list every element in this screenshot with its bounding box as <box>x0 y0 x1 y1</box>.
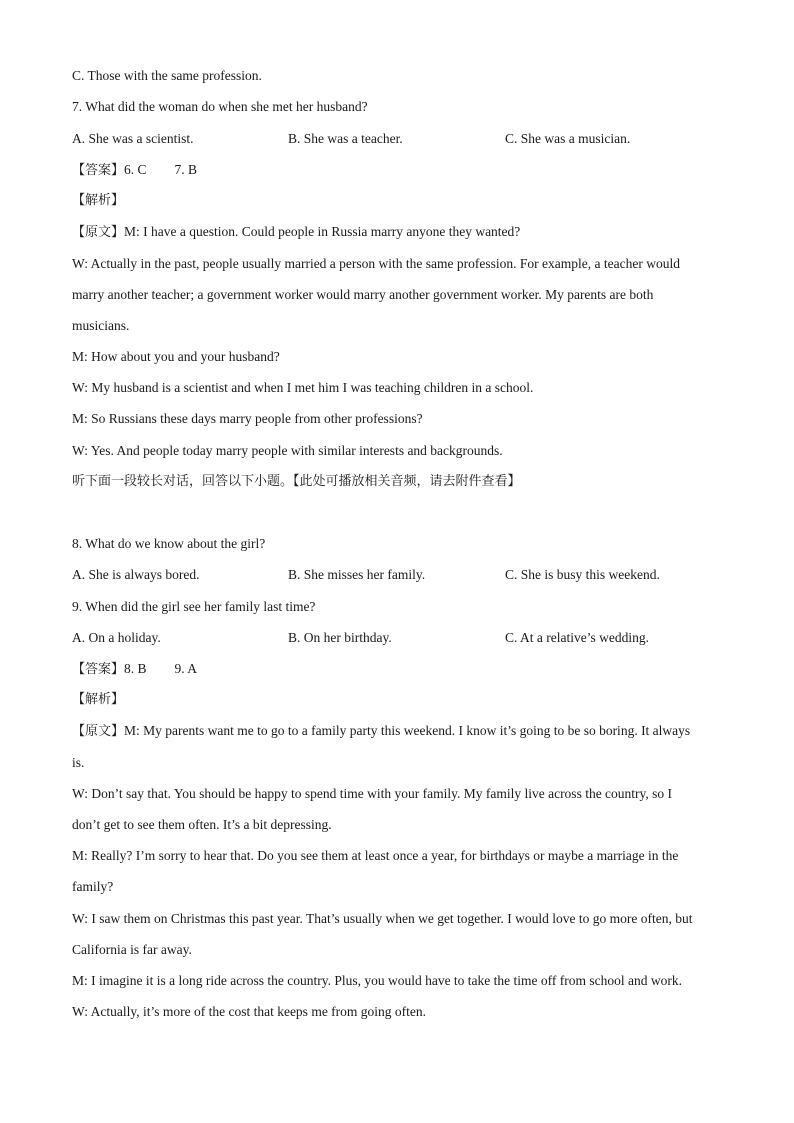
option-b: B. On her birthday. <box>288 630 392 645</box>
transcript-line: marry another teacher; a government worker would marry another government worker. My parents are both <box>72 287 654 302</box>
transcript-line: M: So Russians these days marry people from other professions? <box>72 411 423 426</box>
answer-6: 6. C <box>124 162 147 177</box>
answer-tag: 【答案】 <box>72 662 125 677</box>
listening-instruction: 听下面一段较长对话，回答以下小题。【此处可播放相关音频，请去附件查看】 <box>72 474 521 489</box>
transcript-line: W: Actually, it’s more of the cost that keeps me from going often. <box>72 1004 427 1019</box>
analysis-tag: 【解析】 <box>72 193 125 208</box>
transcript-tag: 【原文】 <box>72 225 125 240</box>
transcript-line: W: Don’t say that. You should be happy to spend time with your family. My family live across the country, so I <box>72 786 673 801</box>
transcript-line: W: My husband is a scientist and when I met him I was teaching children in a school. <box>72 380 534 395</box>
transcript-line: musicians. <box>72 318 130 333</box>
question-9-options <box>72 629 732 647</box>
transcript-line: M: Really? I’m sorry to hear that. Do you see them at least once a year, for birthdays or maybe a marriage in the <box>72 848 679 863</box>
transcript-line: is. <box>72 755 85 770</box>
question-8: 8. What do we know about the girl? <box>72 536 266 551</box>
transcript-line: family? <box>72 879 114 894</box>
question-7-options <box>72 130 732 148</box>
transcript-line: don’t get to see them often. It’s a bit depressing. <box>72 817 332 832</box>
answer-line-1 <box>72 161 732 180</box>
transcript-line: W: I saw them on Christmas this past year. That’s usually when we get together. I would love to go more often, but <box>72 911 693 926</box>
option-line: C. Those with the same profession. <box>72 68 262 83</box>
analysis-tag: 【解析】 <box>72 692 125 707</box>
transcript-line: M: How about you and your husband? <box>72 349 280 364</box>
option-c: C. At a relative’s wedding. <box>505 630 649 645</box>
option-a: A. On a holiday. <box>72 630 161 645</box>
question-9: 9. When did the girl see her family last time? <box>72 599 316 614</box>
answer-9: 9. A <box>174 661 198 676</box>
transcript-line: M: I imagine it is a long ride across the country. Plus, you would have to take the time off from school and work. <box>72 973 683 988</box>
question-8-options <box>72 566 732 584</box>
transcript-tag: 【原文】 <box>72 724 125 739</box>
option-a: A. She is always bored. <box>72 567 200 582</box>
transcript-line: W: Yes. And people today marry people with similar interests and backgrounds. <box>72 443 503 458</box>
transcript-text: M: My parents want me to go to a family party this weekend. I know it’s going to be so boring. It always <box>124 723 691 738</box>
transcript-line <box>72 722 732 741</box>
option-c: C. She was a musician. <box>505 131 631 146</box>
option-c: C. She is busy this weekend. <box>505 567 660 582</box>
answer-tag: 【答案】 <box>72 163 125 178</box>
answer-line-2 <box>72 660 732 679</box>
transcript-text: M: I have a question. Could people in Russia marry anyone they wanted? <box>124 224 521 239</box>
question-7: 7. What did the woman do when she met her husband? <box>72 99 368 114</box>
answer-7: 7. B <box>174 162 198 177</box>
option-b: B. She misses her family. <box>288 567 426 582</box>
transcript-line: California is far away. <box>72 942 192 957</box>
option-b: B. She was a teacher. <box>288 131 403 146</box>
answer-8: 8. B <box>124 661 147 676</box>
option-a: A. She was a scientist. <box>72 131 194 146</box>
transcript-line: W: Actually in the past, people usually married a person with the same profession. For example, a teacher would <box>72 256 680 271</box>
transcript-line <box>72 223 732 242</box>
